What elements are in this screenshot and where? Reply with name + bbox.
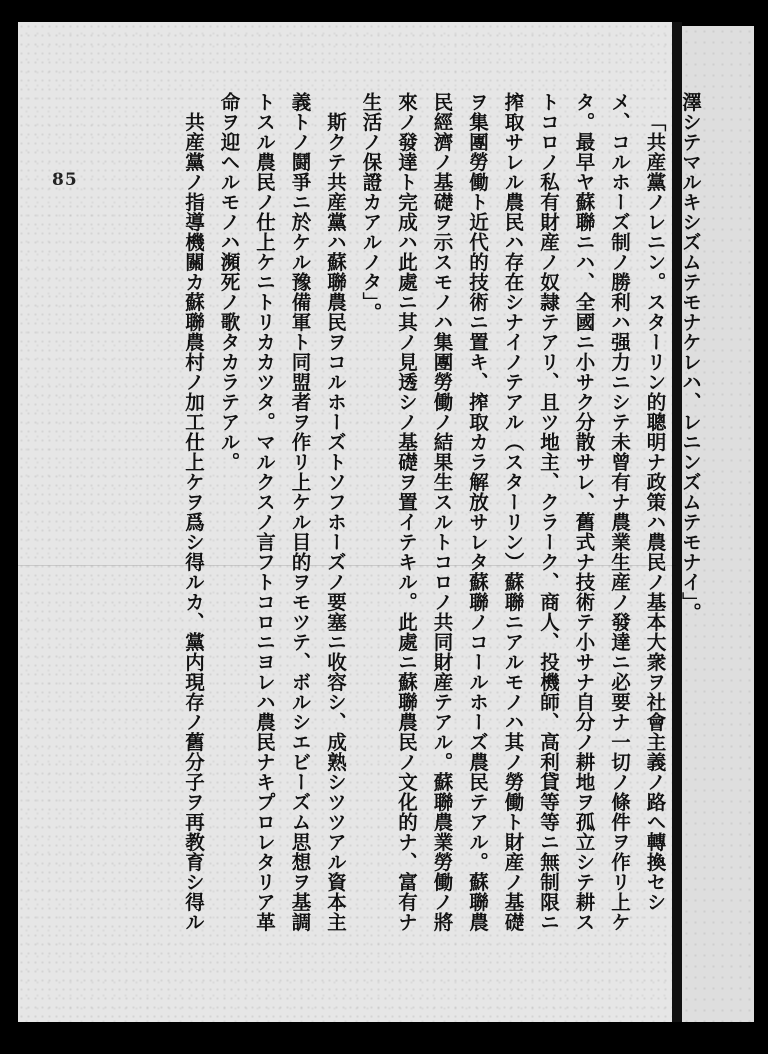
- vertical-text-body: [176, 92, 709, 950]
- paragraph: 澤シテマルキシズムテモナケレハ、レニンズムテモナイ」。: [679, 92, 702, 623]
- paragraph: 斯クテ共産黨ハ蘇聯農民ヲコルホーズトソフホーズノ要塞ニ收容シ、成熟シツツアル資本主義トノ鬪爭ニ於ケル豫備軍ト同盟者ヲ作リ上ケル目的ヲモツテ、ボルシエビーズム思想ヲ基調トスル農民ノ仕上ケニトリカカツタ。マルクスノ言フトコロニヨレハ農民ナキプロレタリア革命ヲ迎ヘルモノハ瀕死ノ歌タカラテアル。: [217, 92, 347, 932]
- paragraph: 「共産黨ノレニン。スターリン的聰明ナ政策ハ農民ノ基本大衆ヲ社會主義ノ路ヘ轉換セシメ、コルホーズ制ノ勝利ハ强力ニシテ未曾有ナ農業生産ノ發達ニ必要ナ一切ノ條件ヲ作リ上ケタ。最早ヤ蘇聯ニハ、全國ニ小サク分散サレ、舊式ナ技術テ小サナ自分ノ耕地ヲ孤立シテ耕ストコロノ私有財産ノ奴隷テアリ、且ツ地主、クラーク、商人、投機師、高利貸等等ニ無制限ニ搾取サレル農民ハ存在シナイノテアル（スターリン）蘇聯ニアルモノハ其ノ勞働ト財産ノ基礎ヲ集團勞働ト近代的技術ニ置キ、搾取カラ解放サレタ蘇聯ノコールホーズ農民テアル。蘇聯農民經濟ノ基礎ヲ示スモノハ集團勞働ノ結果生スルトコロノ共同財産テアル。蘇聯農業勞働ノ將來ノ發達ト完成ハ此處ニ其ノ見透シノ基礎ヲ置イテキル。此處ニ蘇聯農民ノ文化的ナ、富有ナ生活ノ保證カアルノタ」。: [359, 92, 667, 932]
- paragraph: 共産黨ノ指導機關カ蘇聯農村ノ加工仕上ケヲ爲シ得ルカ、黨内現存ノ舊分子ヲ再教育シ得ル: [182, 111, 205, 932]
- page-number: 85: [52, 170, 78, 190]
